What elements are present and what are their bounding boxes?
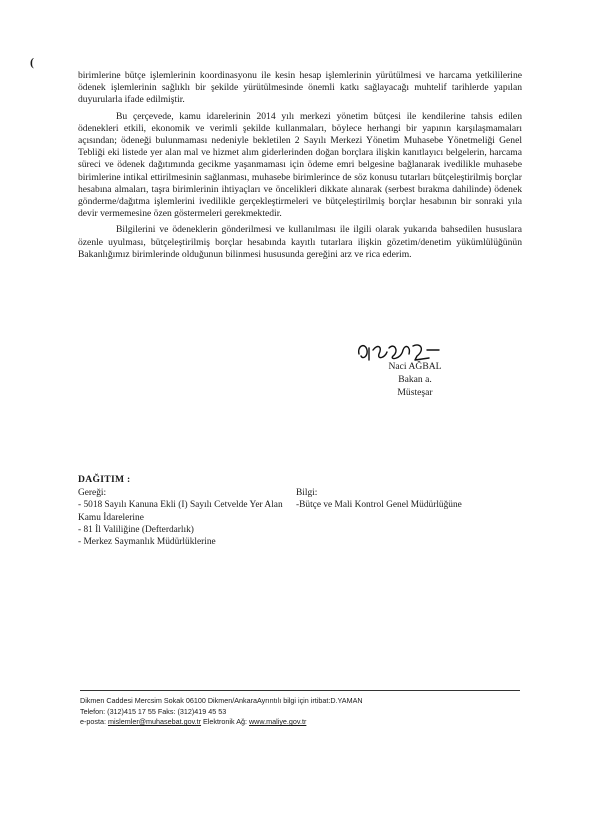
signatory-name: Naci AĞBAL [388, 361, 442, 372]
email-link[interactable]: mislemler@muhasebat.gov.tr [107, 717, 202, 726]
distribution-action [78, 487, 288, 548]
web-label: Elektronik Ağ: [203, 717, 247, 726]
action-heading: Gereği: [78, 488, 107, 498]
email-label: e-posta: [80, 717, 106, 726]
info-heading: Bilgi: [296, 488, 318, 498]
distribution-info [296, 487, 526, 512]
paragraph-1: birimlerine bütçe işlemlerinin koordinasyonu ile kesin hesap işlemlerinin yürütülmesi ve harcama yetkililerine ödenek işlemlerinin sağlıklı bir şekilde yürütülmesinde önemli katkı sağlayacağı muhtelif tarihlerde yapılan duyurularla ifade edilmiştir. [78, 70, 522, 106]
footer-line-3 [80, 717, 520, 728]
signatory-role: Bakan a. [398, 374, 432, 385]
web-link[interactable]: www.maliye.gov.tr [248, 717, 307, 726]
action-item: - 81 İl Valiliğine (Defterdarlık) [78, 524, 194, 535]
signatory-title: Müsteşar [397, 387, 433, 398]
signature-block [360, 360, 470, 399]
action-item: - Merkez Saymanlık Müdürlüklerine [78, 537, 216, 548]
footer [80, 696, 520, 728]
footer-line-1 [80, 696, 520, 707]
footer-contact: Ayrıntılı bilgi için irtibat:D.YAMAN [256, 696, 363, 705]
corner-mark: ( [30, 55, 34, 69]
distribution-title: DAĞITIM : [78, 474, 131, 485]
footer-address: Dikmen Caddesi Mercsim Sokak 06100 Dikmen/Ankara [80, 696, 257, 705]
paragraph-3: Bilgilerini ve ödeneklerin gönderilmesi ve kullanılması ile ilgili olarak yukarıda bahsedilen hususlara özenle uyulması, bütçeleştirilmiş borçlar hesabında kayıtlı tutarlara ilişkin gözetim/denetim yükümlülüğünün Bakanlığımız birimlerinde olduğunun bilinmesi hususunda gereğini arz ve rica ederim. [78, 224, 522, 260]
action-item: - 5018 Sayılı Kanuna Ekli (I) Sayılı Cetvelde Yer Alan Kamu İdarelerine [78, 500, 283, 523]
footer-divider [80, 690, 520, 691]
letter-body [78, 70, 522, 265]
paragraph-2: Bu çerçevede, kamu idarelerinin 2014 yılı merkezi yönetim bütçesi ile kendilerine tahsis edilen ödenekleri etkili, ekonomik ve verimli şekilde kullanmaları, böylece herhangi bir yapının karşılaşmamaları açısından; ödeneği bulunmaması nedeniyle bekletilen 2 Sayılı Merkezi Yönetim Muhasebe Yönetmeliği Genel Tebliği eki listede yer alan mal ve hizmet alım giderlerinden doğan borçlara ilişkin kanıtlayıcı belgelerin, harcama süreci ve ödenek dağıtımında gecikme yaşanmaması için ödeme emri belgesine bağlanarak ivedilikle muhasebe birimlerine intikal ettirilmesinin sağlanması, muhasebe birimlerince de söz konusu tutarları bütçeleştirilmiş borçlar hesabına almaları, taşra birimlerinin ihtiyaçları ve öncelikleri dikkate alınarak (serbest bırakma dahilinde) ödenek gönderme/dağıtma işlemlerini ivedilikle gerçekleştirmeleri ve bütçeleştirilmiş borçlar hesabının bir sonraki yıla devir vermemesine özen göstermeleri gerekmektedir. [78, 110, 522, 220]
footer-phone: Telefon: (312)415 17 55 Faks: (312)419 45 53 [80, 706, 227, 716]
info-item: -Bütçe ve Mali Kontrol Genel Müdürlüğüne [296, 500, 462, 511]
